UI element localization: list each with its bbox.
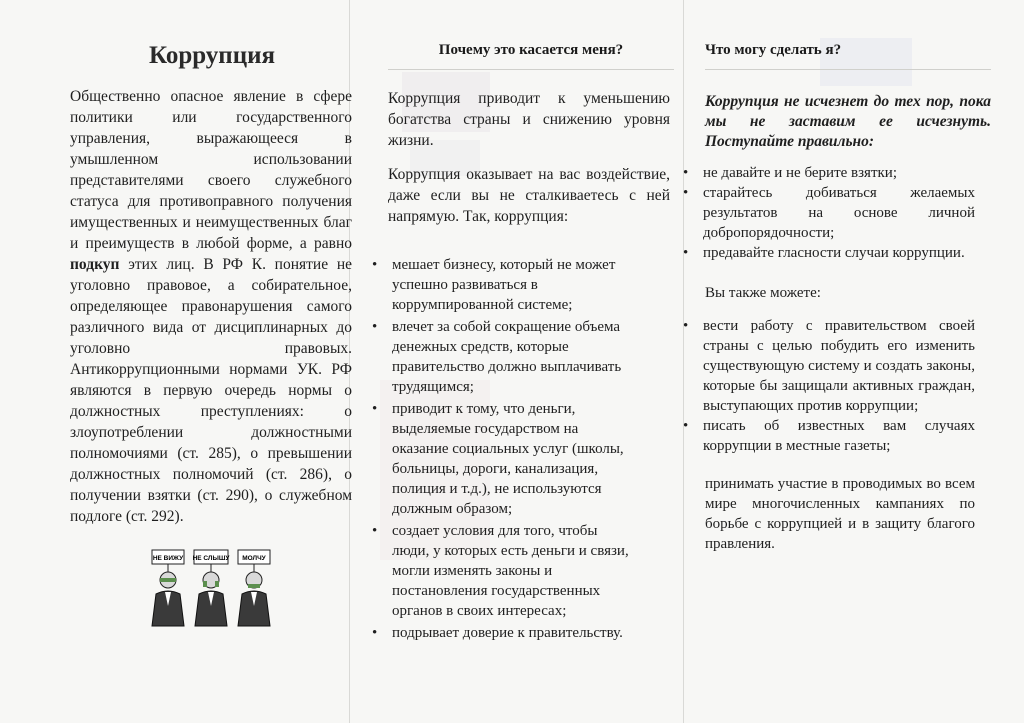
action-list-2: [683, 316, 975, 456]
section-heading-why: Почему это касается меня?: [388, 42, 674, 70]
list-item: • приводит к тому, что деньги, выделяемые государством на оказание социальных услуг (школы, больницы, дороги, канализация, полиция и т.д.), не используются должным образом;: [372, 399, 638, 519]
list-item: • старайтесь добиваться желаемых результатов на основе личной добропорядочности;: [683, 183, 975, 243]
list-item: • мешает бизнесу, который не может успешно развиваться в коррумпированной системе;: [372, 255, 638, 315]
section-heading-action: Что могу сделать я?: [705, 42, 991, 70]
also-text: Вы также можете:: [705, 285, 821, 301]
list-item: • создает условия для того, чтобы люди, у которых есть деньги и связи, могли изменять законы и постановления государственных органов в своих интересах;: [372, 521, 638, 621]
definition-text-part2: этих лиц. В РФ К. понятие не уголовно правовое, а собирательное, определяющее правонарушения самого различного вида от дисциплинарных до уголовно правовых. Антикоррупционными нормами УК. РФ являются в первую очередь нормы о должностных преступлениях: о злоупотреблении должностными полномочиями (ст. 285), о превышении должностных полномочий (ст. 286), о получении взятки (ст. 290), о служебном подлоге (ст. 292).: [70, 256, 352, 525]
closing-text: принимать участие в проводимых во всем мире многочисленных кампаниях по борьбе с коррупцией и в защиту благого правления.: [705, 476, 975, 552]
list-item: • влечет за собой сокращение объема денежных средств, которые правительство должно выплачивать трудящимся;: [372, 317, 638, 397]
list-item: • вести работу с правительством своей страны с целью побудить его изменить существующую систему и создать законы, которые бы защищали активных граждан, выступающих против коррупции;: [683, 316, 975, 416]
list-item: • не давайте и не берите взятки;: [683, 163, 975, 183]
list-item: • подрывает доверие к правительству.: [372, 623, 638, 643]
page-title: Коррупция: [148, 42, 276, 69]
sign-text-3: МОЛЧУ: [242, 555, 266, 562]
why-paragraph-1: Коррупция приводит к уменьшению богатства страны и снижению уровня жизни.: [388, 90, 670, 149]
sign-text-2: НЕ СЛЫШУ: [192, 555, 230, 562]
definition-paragraph: [70, 86, 352, 527]
why-paragraph-2: Коррупция оказывает на вас воздействие, даже если вы не сталкиваетесь с ней напрямую. Так, коррупция:: [388, 166, 670, 225]
list-item: • писать об известных вам случаях коррупции в местные газеты;: [683, 416, 975, 456]
why-list: [372, 255, 638, 643]
definition-text-part1: Общественно опасное явление в сфере политики или государственного управления, выражающееся в умышленном использовании представителями своего служебного статуса для противоправного получения имущественных и неимущественных благ и преимуществ в любой форме, а равно: [70, 88, 352, 252]
action-list-1: [683, 163, 975, 263]
list-item: • предавайте гласности случаи коррупции.: [683, 243, 975, 263]
action-lead-text: Коррупция не исчезнет до тех пор, пока мы не заставим ее исчезнуть. Поступайте правильно:: [705, 93, 991, 150]
sign-text-1: НЕ ВИЖУ: [152, 555, 184, 562]
three-officials-cartoon: [146, 548, 276, 628]
definition-text-bold: подкуп: [70, 256, 120, 273]
